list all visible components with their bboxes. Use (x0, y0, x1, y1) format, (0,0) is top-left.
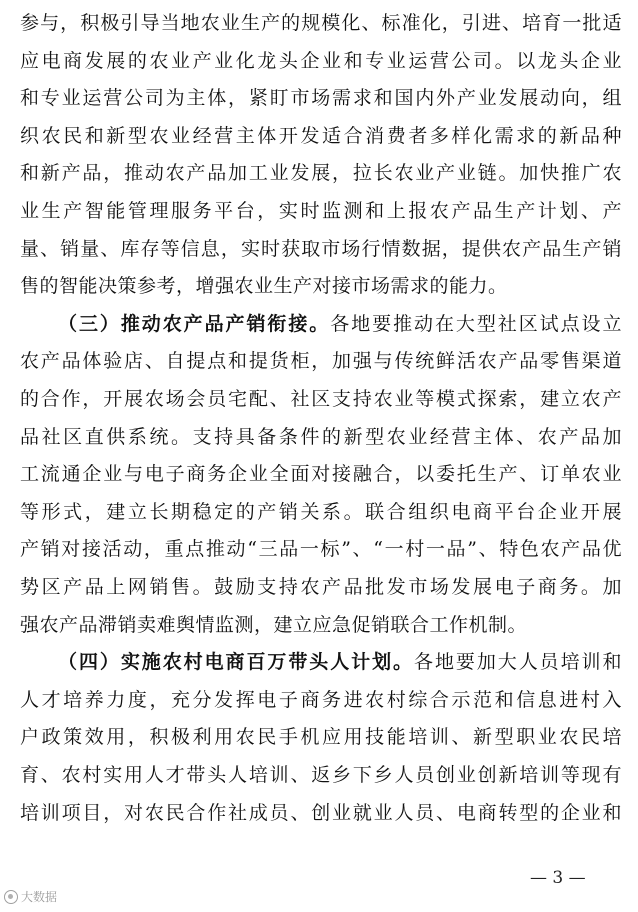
body-line: 织农民和新型农业经营主体开发适合消费者多样化需求的新品种 (20, 125, 622, 147)
body-line: 人才培养力度，充分发挥电子商务进农村综合示范和信息进村入 (20, 689, 622, 711)
body-line: 势区产品上网销售。鼓励支持农产品批发市场发展电子商务。加 (20, 576, 622, 598)
body-line: 业生产智能管理服务平台，实时监测和上报农产品生产计划、产 (20, 200, 622, 222)
section-4-first-line (58, 647, 622, 677)
body-line: 参与，积极引导当地农业生产的规模化、标准化，引进、培育一批适 (20, 12, 622, 34)
body-line: 和新产品，推动农产品加工业发展，拉长农业产业链。加快推广农 (20, 162, 622, 184)
body-line: 等形式，建立长期稳定的产销关系。联合组织电商平台企业开展 (20, 501, 622, 523)
section-3-heading: （三）推动农产品产销衔接。 (58, 313, 331, 335)
body-line: 品社区直供系统。支持具备条件的新型农业经营主体、农产品加 (20, 426, 622, 448)
body-line: 量、销量、库存等信息，实时获取市场行情数据，提供农产品生产销 (20, 238, 622, 260)
body-line: 的合作，开展农场会员宅配、社区支持农业等模式探索，建立农产 (20, 388, 622, 410)
section-4-heading: （四）实施农村电商百万带头人计划。 (58, 651, 414, 673)
watermark-logo-icon (4, 890, 18, 904)
section-3-first-line (58, 309, 622, 339)
body-line: 培训项目，对农民合作社成员、创业就业人员、电商转型的企业和 (20, 802, 622, 824)
section-3-first-line-rest: 各地要推动在大型社区试点设立 (330, 313, 622, 335)
watermark (4, 888, 57, 905)
body-line: 农产品体验店、自提点和提货柜，加强与传统鲜活农产品零售渠道 (20, 350, 622, 372)
body-line: 育、农村实用人才带头人培训、返乡下乡人员创业创新培训等现有 (20, 764, 622, 786)
body-line: 产销对接活动，重点推动“三品一标”、“一村一品”、特色农产品优 (20, 538, 622, 560)
page-number: — 3 — (530, 868, 586, 888)
body-line: 和专业运营公司为主体，紧盯市场需求和国内外产业发展动向，组 (20, 87, 622, 109)
body-line: 工流通企业与电子商务企业全面对接融合，以委托生产、订单农业 (20, 463, 622, 485)
body-line: 强农产品滞销卖难舆情监测，建立应急促销联合工作机制。 (20, 614, 528, 636)
watermark-text: 大数据 (21, 890, 58, 904)
body-line: 售的智能决策参考，增强农业生产对接市场需求的能力。 (20, 275, 508, 297)
body-line: 应电商发展的农业产业化龙头企业和专业运营公司。以龙头企业 (20, 50, 622, 72)
body-line: 户政策效用，积极利用农民手机应用技能培训、新型职业农民培 (20, 726, 622, 748)
section-4-first-line-rest: 各地要加大人员培训和 (414, 651, 622, 673)
